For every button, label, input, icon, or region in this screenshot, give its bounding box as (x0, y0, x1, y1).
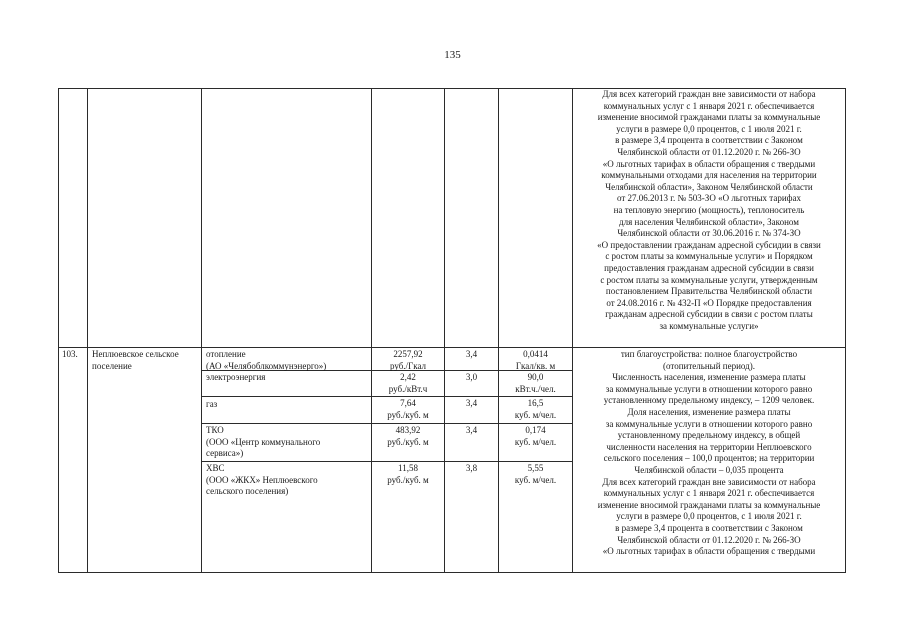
note-line: с ростом платы за коммунальные услуги» и Порядком (605, 251, 813, 262)
note-line: коммунальных услуг с 1 января 2021 г. обеспечивается (603, 488, 815, 499)
service-name: газ (206, 399, 218, 409)
settlement-name: Неплюевское сельское поселение (92, 349, 179, 371)
column-border (444, 88, 445, 573)
note-line: коммунальными отходами для населения на территории (601, 170, 817, 181)
row-notes (573, 349, 845, 558)
note-line: Для всех категорий граждан вне зависимости от набора (602, 476, 816, 487)
note-line: постановлением Правительства Челябинской области (605, 286, 813, 297)
tariff-value: 11,58 руб./куб. м (387, 463, 429, 485)
note-line: за коммунальные услуги в отношении которого равно (605, 418, 813, 429)
note-line: Челябинской области – 0,035 процента (634, 464, 784, 475)
service-divider (201, 461, 572, 462)
tariff-value: 483,92 руб./куб. м (387, 425, 429, 447)
note-line: «О предоставлении гражданам адресной субсидии в связи (597, 239, 821, 250)
column-border (87, 88, 88, 573)
note-line: Челябинской области от 30.06.2016 г. № 374-ЗО (617, 228, 801, 239)
column-border (371, 88, 372, 573)
note-line: сельского поселения – 100,0 процентов; на территории (603, 453, 815, 464)
note-line: для населения Челябинской области», Законом (619, 216, 799, 227)
growth-index: 3,0 (465, 372, 478, 382)
note-line: с ростом платы за коммунальные услуги, утвержденным (600, 274, 818, 285)
service-name: электроэнергия (206, 372, 266, 382)
growth-index: 3,4 (465, 425, 478, 435)
note-line: на тепловую энергию (мощность), теплоноситель (613, 204, 805, 215)
note-line: за коммунальные услуги в отношении которого равно (605, 383, 813, 394)
note-line: от 27.06.2013 г. № 503-ЗО «О льготных тарифах (616, 193, 801, 204)
growth-index: 3,4 (465, 349, 478, 359)
note-line: за коммунальные услуги» (659, 320, 759, 331)
tariff-value: 2257,92 руб./Гкал (389, 349, 427, 371)
note-line: изменение вносимой гражданами платы за коммунальные (597, 112, 821, 123)
column-border (498, 88, 499, 573)
note-line: Челябинской области от 01.12.2020 г. № 266-ЗО (617, 534, 801, 545)
tariff-value: 2,42 руб./кВт.ч (388, 372, 428, 394)
note-line: Челябинской области от 01.12.2020 г. № 266-ЗО (617, 146, 801, 157)
note-line: услуги в размере 0,0 процентов, с 1 июля 2021 г. (616, 123, 802, 134)
norm-value: 0,0414 Гкал/кв. м (515, 349, 556, 371)
service-divider (201, 423, 572, 424)
note-line: численности населения на территории Неплюевского (606, 441, 812, 452)
note-line: услуги в размере 0,0 процентов, с 1 июля 2021 г. (616, 511, 802, 522)
service-name: ТКО (ООО «Центр коммунального сервиса») (206, 425, 321, 459)
service-divider (201, 396, 572, 397)
service-name: ХВС (ООО «ЖКХ» Неплюевского сельского поселения) (206, 463, 318, 497)
note-line: «О льготных тарифах в области обращения с твердыми (602, 546, 816, 557)
note-line: установленному предельному индексу, в общей (617, 430, 801, 441)
table-bottom-border (58, 572, 845, 573)
row-divider (58, 347, 845, 348)
norm-value: 16,5 куб. м/чел. (514, 398, 557, 420)
column-border (58, 88, 59, 573)
service-name: отопление (АО «Челябоблкоммунэнерго») (206, 349, 327, 371)
note-line: в размере 3,4 процента в соответствии с Законом (615, 135, 803, 146)
norm-value: 5,55 куб. м/чел. (514, 463, 557, 485)
note-line: Челябинской области», Законом Челябинской области (605, 181, 813, 192)
note-line: в размере 3,4 процента в соответствии с Законом (615, 522, 803, 533)
column-border (845, 88, 846, 573)
note-line: Для всех категорий граждан вне зависимости от набора (602, 89, 816, 99)
note-line: «О льготных тарифах в области обращения с твердыми (602, 158, 816, 169)
page-number: 135 (444, 49, 461, 61)
note-line: от 24.08.2016 г. № 432-П «О Порядке предоставления (606, 297, 812, 308)
note-line: Численность населения, изменение размера платы (612, 372, 806, 383)
tariff-value: 7,64 руб./куб. м (387, 398, 429, 420)
note-line: (отопительный период). (663, 360, 755, 371)
note-line: гражданам адресной субсидии в связи с ростом платы (605, 309, 813, 320)
note-line: предоставления гражданам адресной субсидии в связи (604, 262, 814, 273)
note-line: Доля населения, изменение размера платы (627, 406, 791, 417)
note-line: установленному предельному индексу, – 1209 человек. (603, 395, 815, 406)
note-line: тип благоустройства: полное благоустройство (620, 349, 798, 359)
norm-value: 90,0 кВт.ч./чел. (515, 372, 556, 394)
note-line: изменение вносимой гражданами платы за коммунальные (597, 499, 821, 510)
top-notes (573, 89, 845, 332)
column-border (201, 88, 202, 573)
growth-index: 3,4 (465, 398, 478, 408)
growth-index: 3,8 (465, 463, 478, 473)
row-number: 103. (62, 349, 78, 359)
note-line: коммунальных услуг с 1 января 2021 г. обеспечивается (603, 100, 815, 111)
norm-value: 0,174 куб. м/чел. (514, 425, 557, 447)
